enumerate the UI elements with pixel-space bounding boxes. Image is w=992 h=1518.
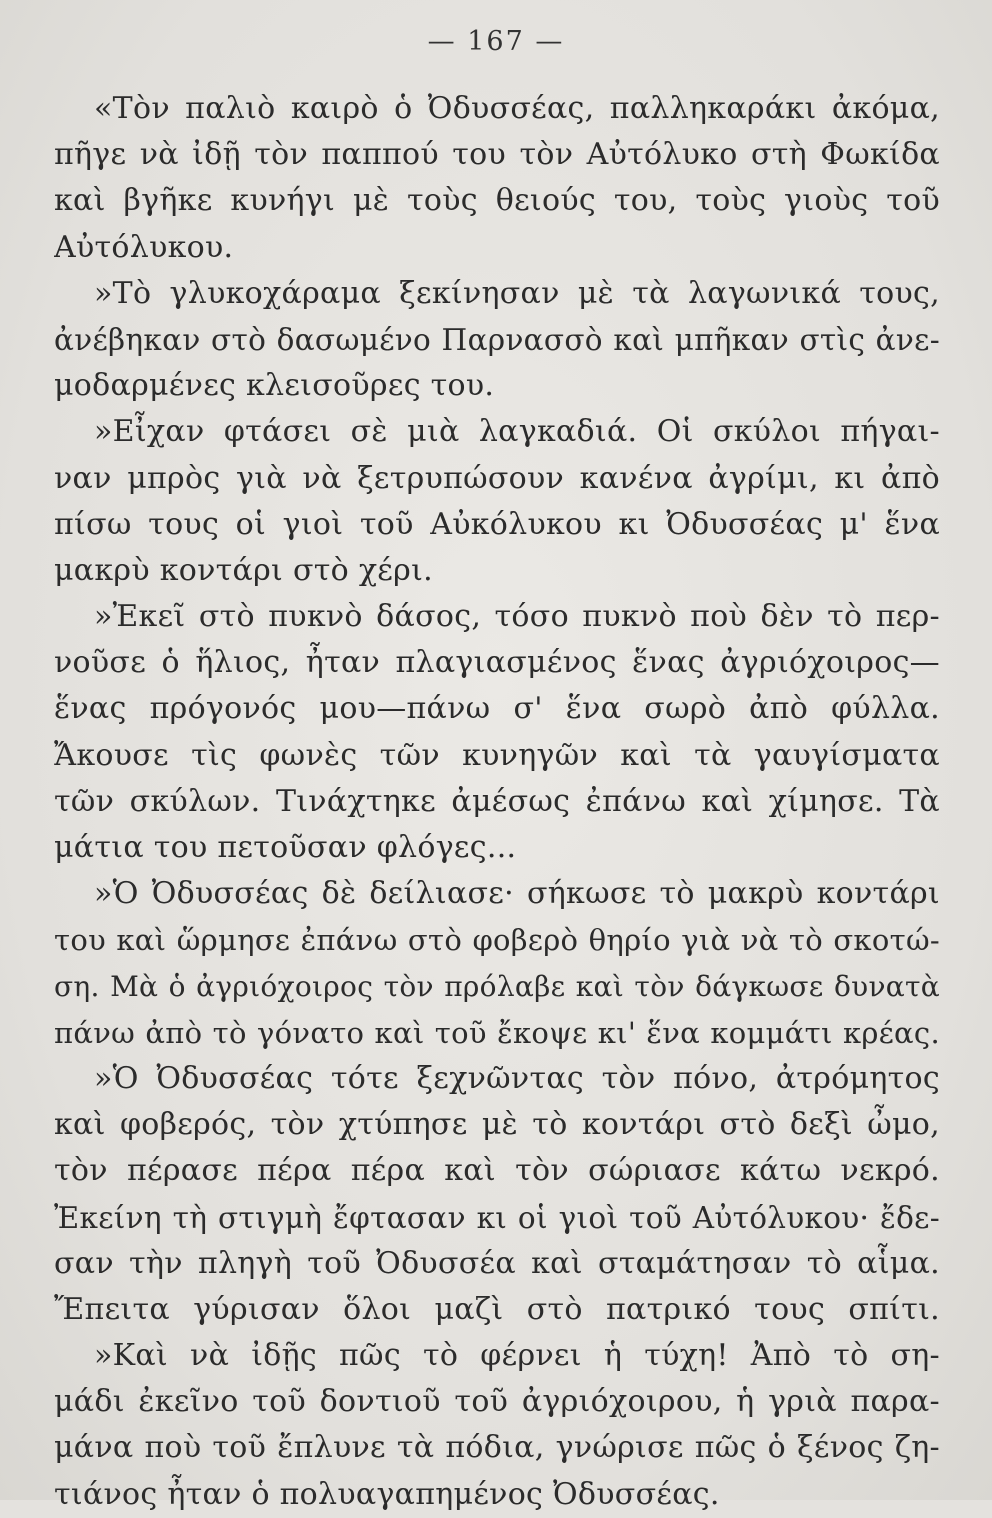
text-line: πίσω τους οἱ γιοὶ τοῦ Αὐκόλυκου κι Ὀδυσσέας μ' ἕνα [54,506,940,542]
text-line: καὶ βγῆκε κυνήγι μὲ τοὺς θειούς του, τοὺς γιοὺς τοῦ [54,183,940,219]
text-line: πάνω ἀπὸ τὸ γόνατο καὶ τοῦ ἔκοψε κι' ἕνα κομμάτι κρέας. [54,1015,940,1050]
text-line: νοῦσε ὁ ἥλιος, ἦταν πλαγιασμένος ἕνας ἀγριόχοιρος— [54,645,940,681]
text-line: Ἔπειτα γύρισαν ὅλοι μαζὶ στὸ πατρικό τους σπίτι. [54,1291,940,1327]
text-line: ἀνέβηκαν στὸ δασωμένο Παρνασσὸ καὶ μπῆκαν στὶς ἀνε- [54,322,940,357]
text-line: Αὐτόλυκου. [54,229,234,265]
text-line: καὶ φοβερός, τὸν χτύπησε μὲ τὸ κοντάρι στὸ δεξὶ ὦμο, [54,1107,940,1143]
body-text [54,86,940,1518]
text-line: »Ὁ Ὀδυσσέας δὲ δείλιασε· σήκωσε τὸ μακρὺ κοντάρι [94,876,940,912]
page-number: — 167 — [427,26,565,57]
text-line: μάτια του πετοῦσαν φλόγες... [54,830,517,865]
text-line: μοδαρμένες κλεισοῦρες του. [54,368,495,404]
text-line: «Τὸν παλιὸ καιρὸ ὁ Ὀδυσσέας, παλληκαράκι ἀκόμα, [94,91,940,126]
text-line: ναν μπρὸς γιὰ νὰ ξετρυπώσουν κανένα ἀγρίμι, κι ἀπὸ [54,460,940,496]
text-line: Ἐκείνη τὴ στιγμὴ ἔφτασαν κι οἱ γιοὶ τοῦ Αὐτόλυκου· ἔδε- [54,1200,940,1235]
text-line: »Εἶχαν φτάσει σὲ μιὰ λαγκαδιά. Οἱ σκύλοι πήγαι- [94,414,940,450]
text-line: πῆγε νὰ ἰδῇ τὸν παππού του τὸν Αὐτόλυκο στὴ Φωκίδα [54,137,940,173]
text-line: του καὶ ὥρμησε ἐπάνω στὸ φοβερὸ θηρίο γιὰ νὰ τὸ σκοτώ- [54,923,940,958]
text-line: μάνα ποὺ τοῦ ἔπλυνε τὰ πόδια, γνώρισε πῶς ὁ ξένος ζη- [54,1430,940,1466]
text-line: »Ἐκεῖ στὸ πυκνὸ δάσος, τόσο πυκνὸ ποὺ δὲν τὸ περ- [94,599,940,635]
text-line: τιάνος ἦταν ὁ πολυαγαπημένος Ὀδυσσέας. [54,1476,720,1512]
text-line: »Ὁ Ὀδυσσέας τότε ξεχνῶντας τὸν πόνο, ἀτρόμητος [94,1060,940,1096]
text-line: ἕνας πρόγονός μου—πάνω σ' ἕνα σωρὸ ἀπὸ φύλλα. [54,691,940,727]
text-line: »Καὶ νὰ ἰδῇς πῶς τὸ φέρνει ἡ τύχη! Ἀπὸ τὸ ση- [94,1338,940,1374]
text-line: »Τὸ γλυκοχάραμα ξεκίνησαν μὲ τὰ λαγωνικά τους, [94,275,940,311]
text-line: μακρὺ κοντάρι στὸ χέρι. [54,552,433,588]
text-line: τὸν πέρασε πέρα πέρα καὶ τὸν σώριασε κάτω νεκρό. [54,1153,940,1189]
text-line: τῶν σκύλων. Τινάχτηκε ἀμέσως ἐπάνω καὶ χίμησε. Τὰ [54,783,940,819]
text-line: μάδι ἐκεῖνο τοῦ δοντιοῦ τοῦ ἀγριόχοιρου, ἡ γριὰ παρα- [54,1384,940,1420]
text-line: σαν τὴν πληγὴ τοῦ Ὀδυσσέα καὶ σταμάτησαν τὸ αἷμα. [54,1245,940,1281]
text-line: Ἄκουσε τὶς φωνὲς τῶν κυνηγῶν καὶ τὰ γαυγίσματα [54,737,940,773]
text-line: ση. Μὰ ὁ ἀγριόχοιρος τὸν πρόλαβε καὶ τὸν δάγκωσε δυνατὰ [54,969,940,1003]
